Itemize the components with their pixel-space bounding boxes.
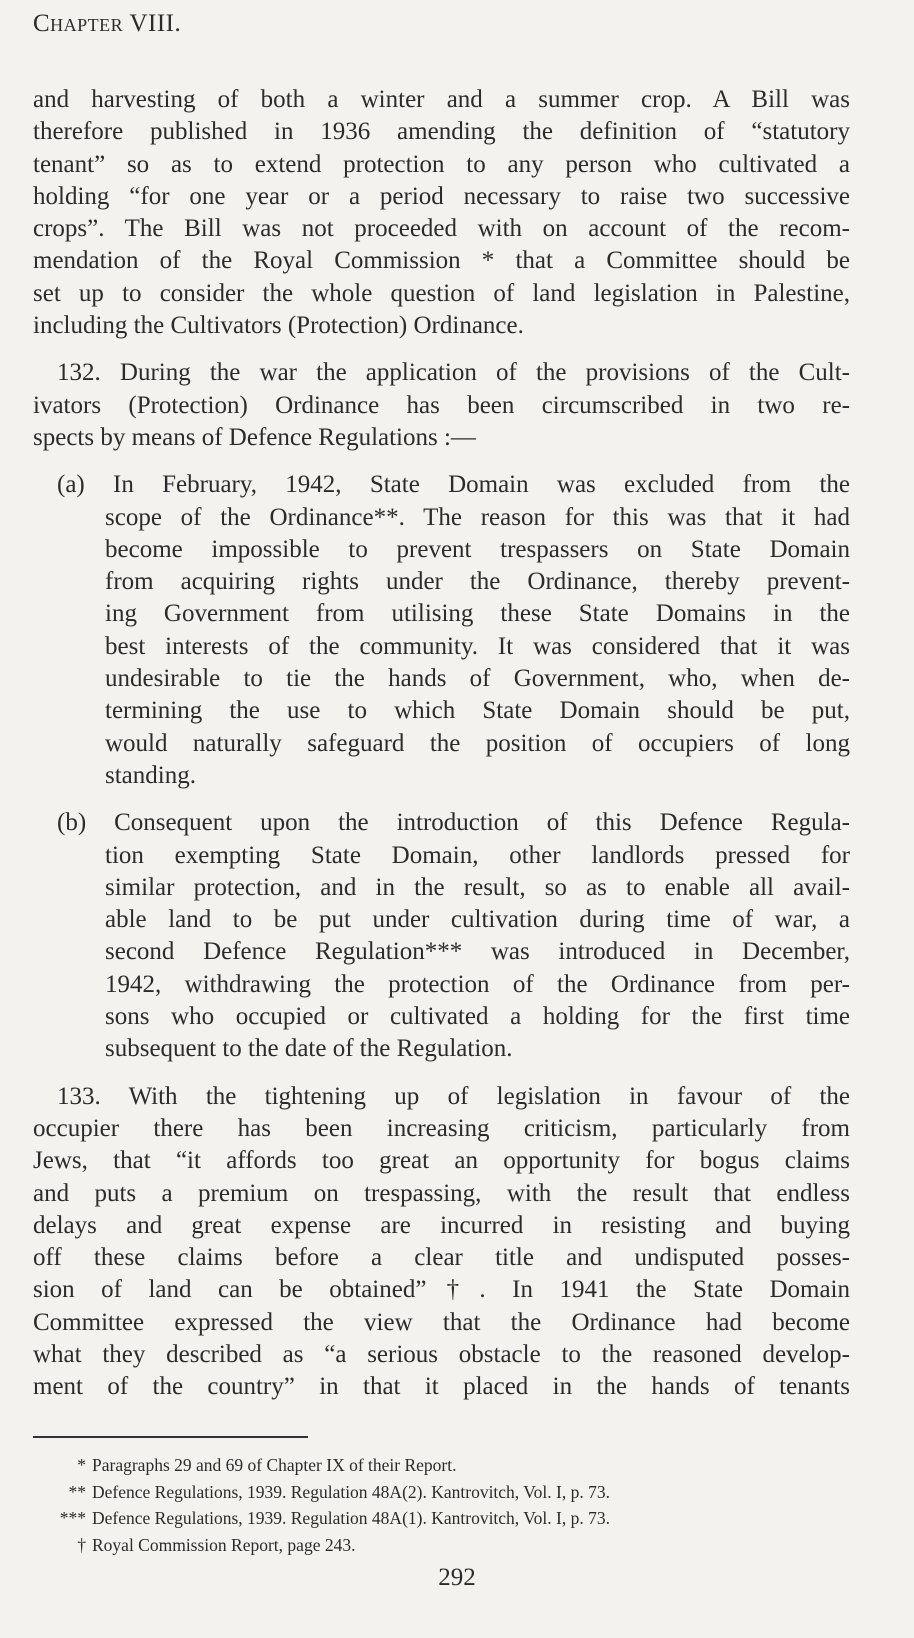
text-line: become impossible to prevent trespassers on State Domain — [105, 535, 850, 563]
text-line: tenant” so as to extend protection to any person who cultivated a — [33, 150, 850, 178]
text-line: second Defence Regulation*** was introduced in December, — [105, 938, 850, 966]
text-line: ivators (Protection) Ordinance has been circumscribed in two re- — [33, 391, 850, 419]
text-line: therefore published in 1936 amending the definition of “statutory — [33, 118, 850, 146]
text-line: termining the use to which State Domain should be put, — [105, 697, 850, 725]
text-line: what they described as “a serious obstacle to the reasoned develop- — [33, 1340, 850, 1368]
paragraph — [33, 469, 850, 792]
footnote — [0, 1452, 610, 1479]
paragraph — [33, 357, 850, 454]
paragraph — [33, 84, 850, 342]
text-line: (b) Consequent upon the introduction of this Defence Regula- — [57, 809, 850, 837]
text-line: (a) In February, 1942, State Domain was excluded from the — [57, 471, 850, 499]
text-line: similar protection, and in the result, so as to enable all avail- — [105, 873, 850, 901]
text-line: standing. — [105, 761, 196, 789]
footnote-text: Royal Commission Report, page 243. — [92, 1535, 356, 1556]
text-line: Jews, that “it affords too great an opportunity for bogus claims — [33, 1147, 850, 1175]
footnote — [0, 1505, 610, 1532]
text-line: including the Cultivators (Protection) Ordinance. — [33, 312, 524, 340]
footnote-text: Paragraphs 29 and 69 of Chapter IX of their Report. — [92, 1455, 457, 1475]
text-line: spects by means of Defence Regulations :— — [33, 423, 476, 451]
footnote-marker: * — [77, 1455, 86, 1475]
footnote-text: Defence Regulations, 1939. Regulation 48A(1). Kantrovitch, Vol. I, p. 73. — [92, 1508, 610, 1529]
footnote — [0, 1532, 610, 1559]
text-line: set up to consider the whole question of land legislation in Palestine, — [33, 279, 850, 307]
chapter-header: Chapter VIII. — [33, 10, 182, 37]
text-line: scope of the Ordinance**. The reason for this was that it had — [105, 503, 850, 531]
text-line: from acquiring rights under the Ordinance, thereby prevent- — [105, 568, 850, 596]
text-line: able land to be put under cultivation during time of war, a — [105, 906, 850, 934]
text-line: ing Government from utilising these State Domains in the — [105, 600, 850, 628]
text-line: and puts a premium on trespassing, with the result that endless — [33, 1179, 850, 1207]
text-line: off these claims before a clear title and undisputed posses- — [33, 1244, 850, 1272]
text-line: delays and great expense are incurred in resisting and buying — [33, 1211, 850, 1239]
text-line: sion of land can be obtained”†. In 1941 the State Domain — [33, 1276, 850, 1304]
footnote-marker: ** — [68, 1481, 86, 1502]
text-line: would naturally safeguard the position of occupiers of long — [105, 729, 850, 757]
footnote-text: Defence Regulations, 1939. Regulation 48A(2). Kantrovitch, Vol. I, p. 73. — [92, 1481, 610, 1502]
text-line: occupier there has been increasing criticism, particularly from — [33, 1114, 850, 1142]
page-number: 292 — [438, 1564, 476, 1591]
text-line: subsequent to the date of the Regulation. — [105, 1035, 513, 1063]
text-line: tion exempting State Domain, other landlords pressed for — [105, 841, 850, 869]
text-line: Committee expressed the view that the Ordinance had become — [33, 1308, 850, 1336]
footnote-marker: *** — [59, 1508, 86, 1529]
text-line: 133. With the tightening up of legislation in favour of the — [57, 1082, 850, 1110]
text-line: ment of the country” in that it placed in the hands of tenants — [33, 1373, 850, 1401]
text-line: sons who occupied or cultivated a holding for the first time — [105, 1003, 850, 1031]
footnotes — [0, 1452, 610, 1559]
text-line: best interests of the community. It was considered that it was — [105, 632, 850, 660]
footnote-marker: † — [77, 1535, 86, 1556]
paragraph — [33, 1081, 850, 1404]
text-line: undesirable to tie the hands of Government, who, when de- — [105, 665, 850, 693]
text-line: crops”. The Bill was not proceeded with on account of the recom- — [33, 215, 850, 243]
text-line: 1942, withdrawing the protection of the Ordinance from per- — [105, 970, 850, 998]
footnote-divider — [33, 1436, 308, 1438]
text-line: 132. During the war the application of the provisions of the Cult- — [57, 359, 850, 387]
text-line: and harvesting of both a winter and a summer crop. A Bill was — [33, 86, 850, 113]
text-line: mendation of the Royal Commission * that a Committee should be — [33, 247, 850, 275]
paragraph — [33, 807, 850, 1065]
text-line: holding “for one year or a period necessary to raise two successive — [33, 182, 850, 210]
body-text — [33, 84, 850, 1419]
footnote — [0, 1479, 610, 1506]
